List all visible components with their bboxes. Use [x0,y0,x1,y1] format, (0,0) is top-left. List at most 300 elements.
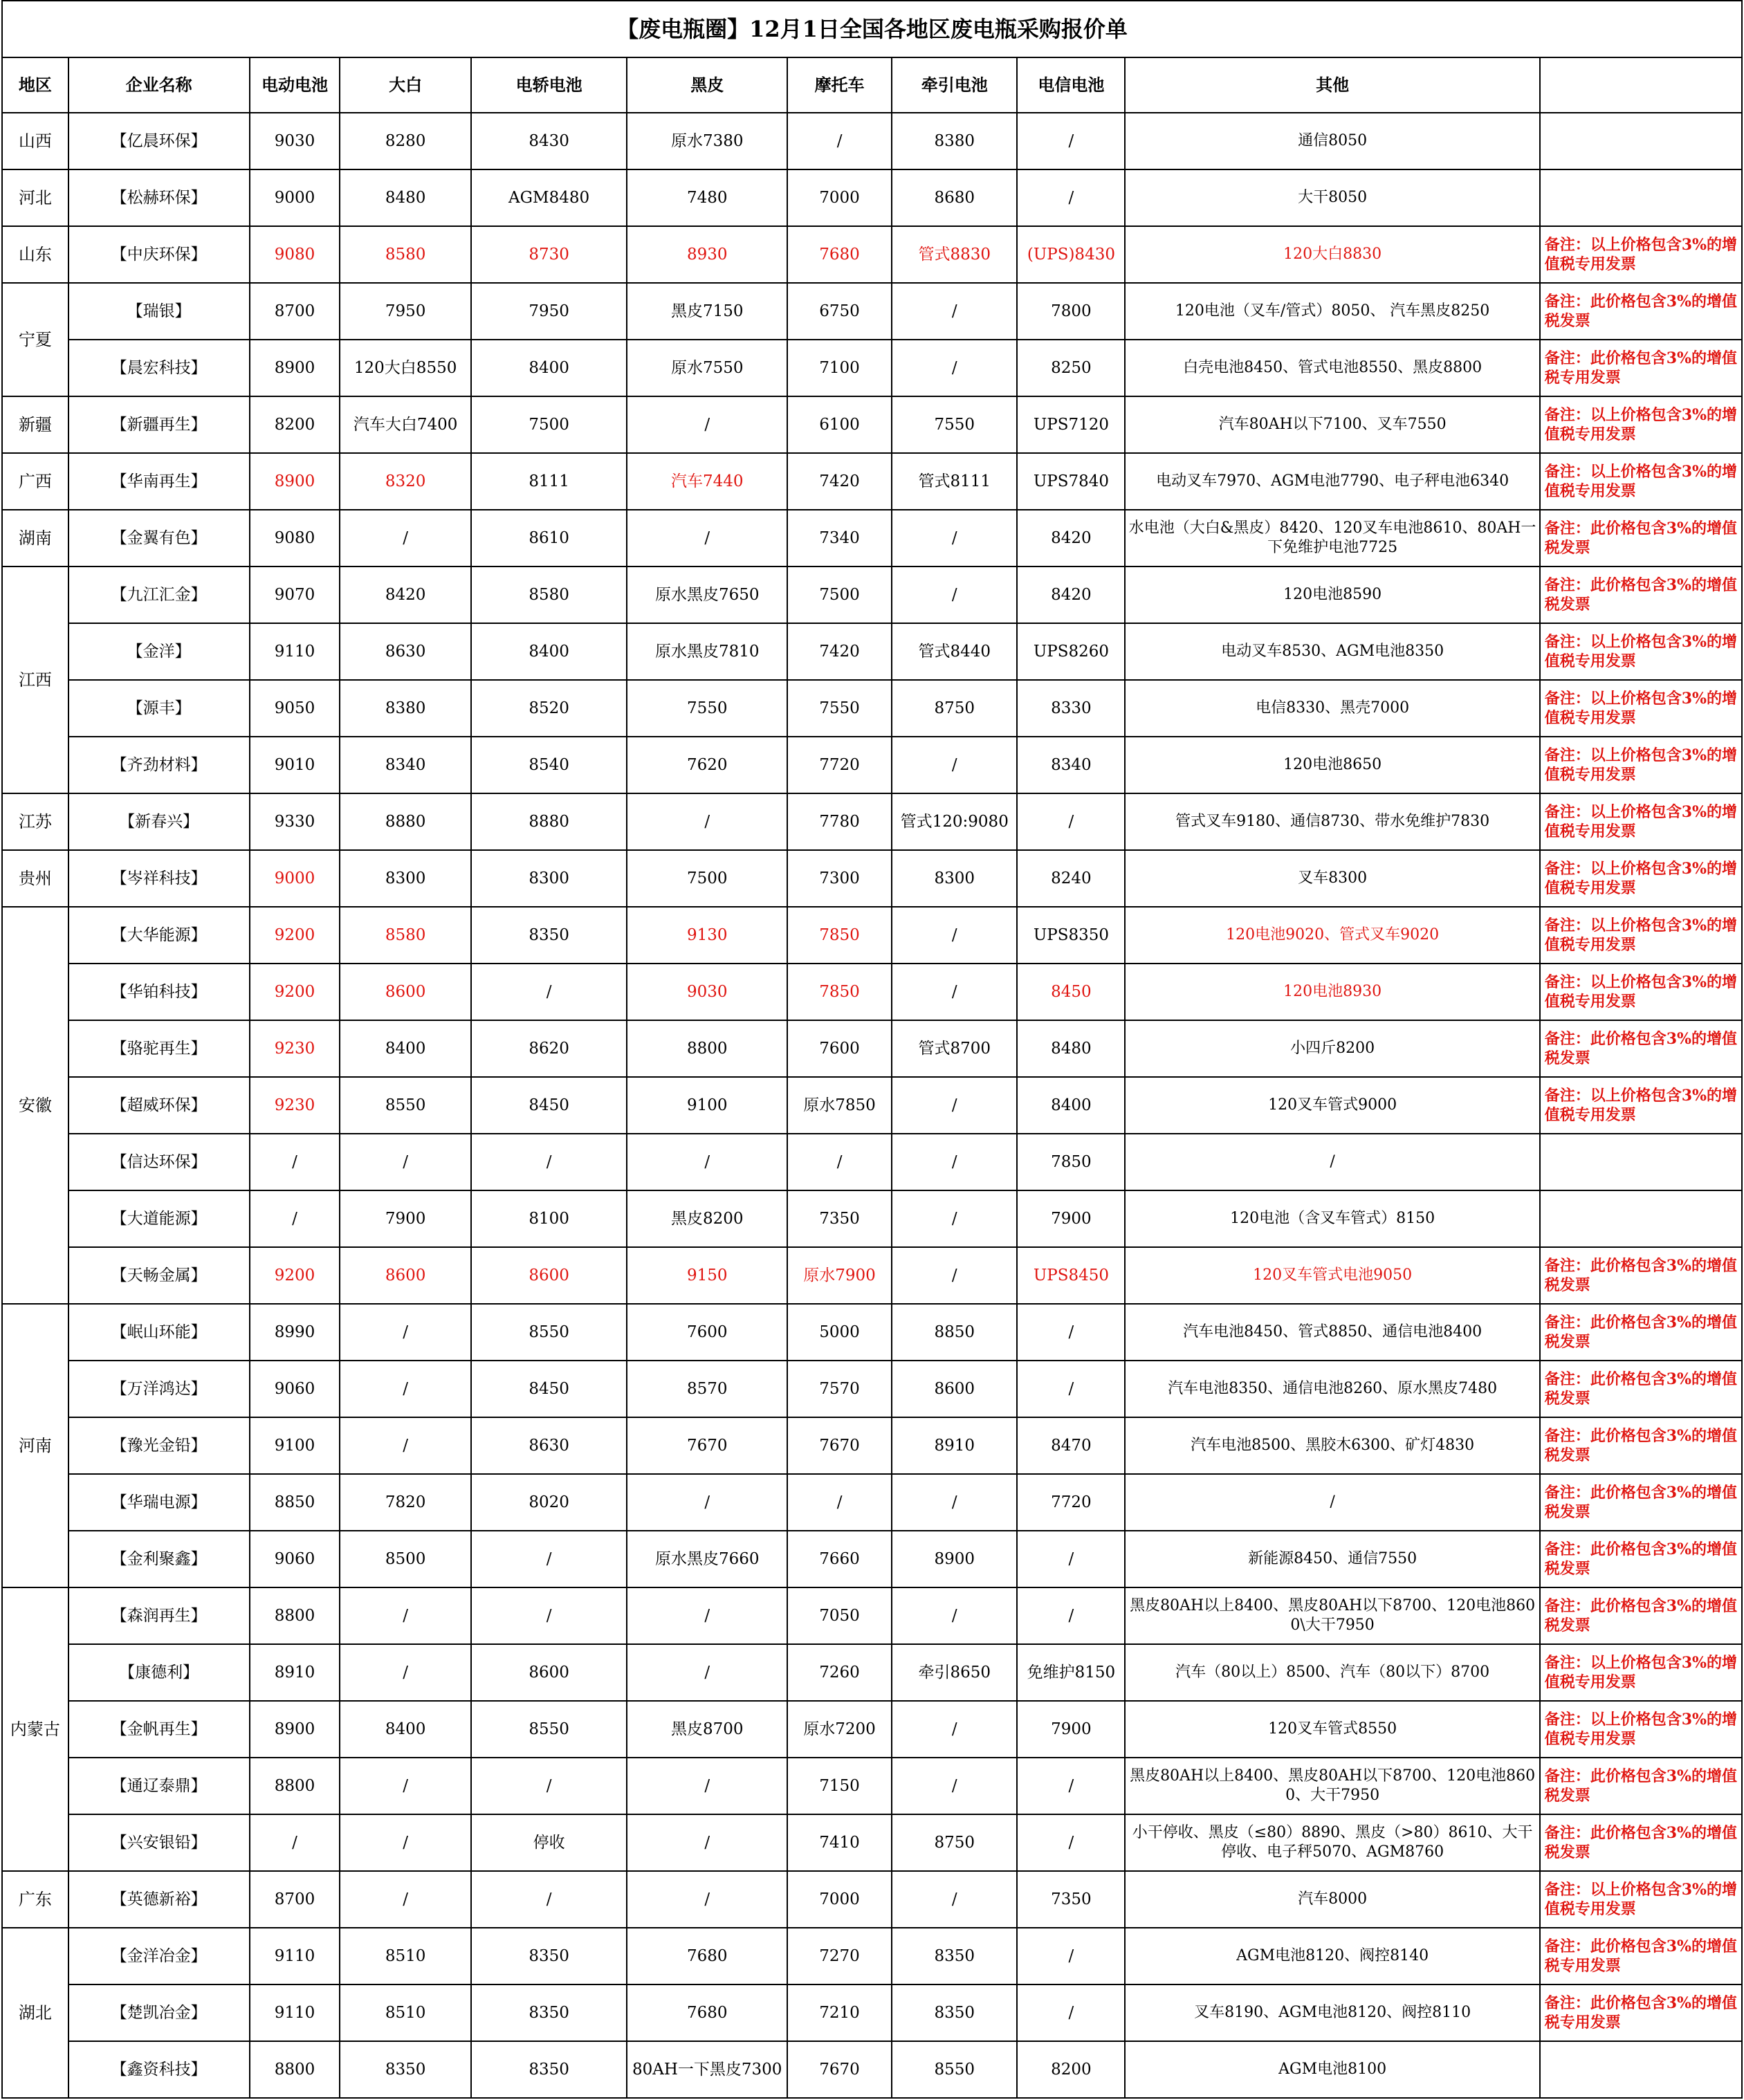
traction-battery-cell: 管式8111 [892,453,1017,510]
white-shell-cell: / [340,1871,470,1928]
car-battery-cell: 8450 [471,1361,627,1417]
e-bike-battery-cell: 9050 [250,680,340,737]
other-cell: 叉车8190、AGM电池8120、阀控8110 [1125,1984,1539,2041]
motorcycle-cell: 7500 [787,567,892,623]
header-note [1540,57,1742,113]
region-cell: 新疆 [2,396,68,453]
header-company: 企业名称 [68,57,250,113]
telecom-battery-cell: / [1017,793,1125,850]
note-cell: 备注：此价格包含3%的增值税发票 [1540,510,1742,567]
car-battery-cell: 8550 [471,1701,627,1758]
white-shell-cell: 7950 [340,283,470,340]
other-cell: / [1125,1474,1539,1531]
white-shell-cell: 8340 [340,737,470,793]
note-cell: 备注：以上价格包含3%的增值税专用发票 [1540,793,1742,850]
note-cell: 备注：此价格包含3%的增值税发票 [1540,1474,1742,1531]
traction-battery-cell: / [892,1077,1017,1134]
other-cell: AGM电池8120、阀控8140 [1125,1928,1539,1984]
telecom-battery-cell: 7900 [1017,1190,1125,1247]
black-shell-cell: / [627,1758,787,1814]
region-cell: 广西 [2,453,68,510]
black-shell-cell: 7550 [627,680,787,737]
telecom-battery-cell: 7800 [1017,283,1125,340]
region-cell: 湖南 [2,510,68,567]
black-shell-cell: 黑皮8700 [627,1701,787,1758]
table-row [2,510,1742,567]
company-cell: 【齐劲材料】 [68,737,250,793]
car-battery-cell: 8430 [471,113,627,169]
e-bike-battery-cell: 9330 [250,793,340,850]
note-cell: 备注：此价格包含3%的增值税发票 [1540,1417,1742,1474]
company-cell: 【中庆环保】 [68,226,250,283]
telecom-battery-cell: 7350 [1017,1871,1125,1928]
company-cell: 【华铂科技】 [68,964,250,1020]
region-cell: 宁夏 [2,283,68,396]
note-cell [1540,113,1742,169]
motorcycle-cell: / [787,113,892,169]
motorcycle-cell: 6100 [787,396,892,453]
company-cell: 【亿晨环保】 [68,113,250,169]
table-row [2,907,1742,964]
motorcycle-cell: 7340 [787,510,892,567]
motorcycle-cell: / [787,1134,892,1190]
car-battery-cell: / [471,1758,627,1814]
car-battery-cell: / [471,1531,627,1587]
table-row [2,1474,1742,1531]
car-battery-cell: 8020 [471,1474,627,1531]
black-shell-cell: 汽车7440 [627,453,787,510]
company-cell: 【新疆再生】 [68,396,250,453]
black-shell-cell: / [627,1644,787,1701]
header-motorcycle: 摩托车 [787,57,892,113]
white-shell-cell: / [340,1587,470,1644]
note-cell: 备注：此价格包含3%的增值税专用发票 [1540,1984,1742,2041]
company-cell: 【骆驼再生】 [68,1020,250,1077]
white-shell-cell: / [340,1814,470,1871]
note-cell: 备注：以上价格包含3%的增值税专用发票 [1540,680,1742,737]
telecom-battery-cell: / [1017,1531,1125,1587]
company-cell: 【兴安银铅】 [68,1814,250,1871]
region-cell: 江苏 [2,793,68,850]
company-cell: 【晨宏科技】 [68,340,250,396]
black-shell-cell: 原水7380 [627,113,787,169]
black-shell-cell: 9030 [627,964,787,1020]
car-battery-cell: 8400 [471,340,627,396]
header-e-bike-battery: 电动电池 [250,57,340,113]
region-cell: 山东 [2,226,68,283]
white-shell-cell: / [340,1417,470,1474]
other-cell: 通信8050 [1125,113,1539,169]
company-cell: 【豫光金铅】 [68,1417,250,1474]
car-battery-cell: 8600 [471,1644,627,1701]
telecom-battery-cell: 7720 [1017,1474,1125,1531]
table-row [2,1304,1742,1361]
car-battery-cell: 8400 [471,623,627,680]
other-cell: 120电池8650 [1125,737,1539,793]
other-cell: 小四斤8200 [1125,1020,1539,1077]
traction-battery-cell: 7550 [892,396,1017,453]
motorcycle-cell: 7600 [787,1020,892,1077]
traction-battery-cell: 管式8700 [892,1020,1017,1077]
motorcycle-cell: 7350 [787,1190,892,1247]
table-row [2,340,1742,396]
black-shell-cell: / [627,1474,787,1531]
table-row [2,453,1742,510]
black-shell-cell: / [627,510,787,567]
motorcycle-cell: 7420 [787,453,892,510]
table-row [2,396,1742,453]
note-cell: 备注：此价格包含3%的增值税发票 [1540,1587,1742,1644]
traction-battery-cell: / [892,1758,1017,1814]
company-cell: 【华瑞电源】 [68,1474,250,1531]
company-cell: 【超威环保】 [68,1077,250,1134]
other-cell: 新能源8450、通信7550 [1125,1531,1539,1587]
traction-battery-cell: / [892,1871,1017,1928]
e-bike-battery-cell: 8700 [250,1871,340,1928]
e-bike-battery-cell: 9200 [250,907,340,964]
car-battery-cell: 8350 [471,907,627,964]
note-cell: 备注：此价格包含3%的增值税发票 [1540,1758,1742,1814]
traction-battery-cell: 8300 [892,850,1017,907]
region-cell: 山西 [2,113,68,169]
note-cell: 备注：以上价格包含3%的增值税专用发票 [1540,964,1742,1020]
white-shell-cell: 8480 [340,169,470,226]
header-telecom-battery: 电信电池 [1017,57,1125,113]
telecom-battery-cell: / [1017,1361,1125,1417]
e-bike-battery-cell: 9030 [250,113,340,169]
other-cell: 小干停收、黑皮（≤80）8890、黑皮（>80）8610、大干停收、电子秤5070、AGM8760 [1125,1814,1539,1871]
traction-battery-cell: 管式8440 [892,623,1017,680]
e-bike-battery-cell: 8700 [250,283,340,340]
note-cell [1540,1134,1742,1190]
motorcycle-cell: 7570 [787,1361,892,1417]
other-cell: 电动叉车7970、AGM电池7790、电子秤电池6340 [1125,453,1539,510]
company-cell: 【信达环保】 [68,1134,250,1190]
black-shell-cell: 9130 [627,907,787,964]
traction-battery-cell: 8750 [892,680,1017,737]
white-shell-cell: 8400 [340,1020,470,1077]
traction-battery-cell: / [892,1247,1017,1304]
table-row [2,113,1742,169]
company-cell: 【天畅金属】 [68,1247,250,1304]
white-shell-cell: 7820 [340,1474,470,1531]
car-battery-cell: 8630 [471,1417,627,1474]
note-cell: 备注：此价格包含3%的增值税发票 [1540,1304,1742,1361]
car-battery-cell: 8540 [471,737,627,793]
white-shell-cell: 8510 [340,1928,470,1984]
note-cell: 备注：此价格包含3%的增值税发票 [1540,1361,1742,1417]
e-bike-battery-cell: 9110 [250,1928,340,1984]
note-cell: 备注：此价格包含3%的增值税发票 [1540,567,1742,623]
traction-battery-cell: 8350 [892,1984,1017,2041]
motorcycle-cell: 7660 [787,1531,892,1587]
motorcycle-cell: 7420 [787,623,892,680]
note-cell: 备注：以上价格包含3%的增值税专用发票 [1540,1871,1742,1928]
telecom-battery-cell: 8470 [1017,1417,1125,1474]
table-row [2,1361,1742,1417]
traction-battery-cell: / [892,510,1017,567]
region-cell: 河北 [2,169,68,226]
other-cell: 汽车（80以上）8500、汽车（80以下）8700 [1125,1644,1539,1701]
car-battery-cell: 8450 [471,1077,627,1134]
header-traction-battery: 牵引电池 [892,57,1017,113]
region-cell: 广东 [2,1871,68,1928]
traction-battery-cell: / [892,1190,1017,1247]
white-shell-cell: 8500 [340,1531,470,1587]
note-cell [1540,169,1742,226]
other-cell: 水电池（大白&黑皮）8420、120叉车电池8610、80AH一下免维护电池7725 [1125,510,1539,567]
traction-battery-cell: 8600 [892,1361,1017,1417]
traction-battery-cell: / [892,340,1017,396]
table-row [2,1814,1742,1871]
car-battery-cell: / [471,1587,627,1644]
note-cell: 备注：以上价格包含3%的增值税专用发票 [1540,907,1742,964]
company-cell: 【新春兴】 [68,793,250,850]
note-cell: 备注：以上价格包含3%的增值税专用发票 [1540,1644,1742,1701]
table-row [2,1701,1742,1758]
note-cell: 备注：以上价格包含3%的增值税专用发票 [1540,1701,1742,1758]
black-shell-cell: 7600 [627,1304,787,1361]
traction-battery-cell: / [892,964,1017,1020]
region-cell: 内蒙古 [2,1587,68,1871]
e-bike-battery-cell: 9000 [250,169,340,226]
car-battery-cell: 8520 [471,680,627,737]
car-battery-cell: 8350 [471,1984,627,2041]
black-shell-cell: 7680 [627,1928,787,1984]
note-cell: 备注：此价格包含3%的增值税发票 [1540,1531,1742,1587]
company-cell: 【金帆再生】 [68,1701,250,1758]
e-bike-battery-cell: 9060 [250,1531,340,1587]
car-battery-cell: 8730 [471,226,627,283]
traction-battery-cell: 牵引8650 [892,1644,1017,1701]
region-cell: 安徽 [2,907,68,1304]
company-cell: 【瑞银】 [68,283,250,340]
black-shell-cell: 黑皮8200 [627,1190,787,1247]
telecom-battery-cell: / [1017,169,1125,226]
telecom-battery-cell: UPS8260 [1017,623,1125,680]
white-shell-cell: 8280 [340,113,470,169]
car-battery-cell: 7950 [471,283,627,340]
car-battery-cell: 8350 [471,1928,627,1984]
motorcycle-cell: 7720 [787,737,892,793]
traction-battery-cell: 8680 [892,169,1017,226]
region-cell: 贵州 [2,850,68,907]
table-row [2,793,1742,850]
motorcycle-cell: 7150 [787,1758,892,1814]
traction-battery-cell: / [892,1134,1017,1190]
telecom-battery-cell: 8420 [1017,567,1125,623]
table-row [2,1587,1742,1644]
other-cell: 120电池（含叉车管式）8150 [1125,1190,1539,1247]
table-row [2,850,1742,907]
white-shell-cell: 8320 [340,453,470,510]
black-shell-cell: 黑皮7150 [627,283,787,340]
note-cell: 备注：此价格包含3%的增值税发票 [1540,1814,1742,1871]
other-cell: 120电池8930 [1125,964,1539,1020]
note-cell: 备注：以上价格包含3%的增值税专用发票 [1540,850,1742,907]
motorcycle-cell: 7550 [787,680,892,737]
motorcycle-cell: 7000 [787,1871,892,1928]
black-shell-cell: / [627,396,787,453]
motorcycle-cell: 7260 [787,1644,892,1701]
white-shell-cell: 8630 [340,623,470,680]
car-battery-cell: 停收 [471,1814,627,1871]
white-shell-cell: 8420 [340,567,470,623]
motorcycle-cell: 7850 [787,907,892,964]
white-shell-cell: 8600 [340,964,470,1020]
car-battery-cell: / [471,964,627,1020]
company-cell: 【金洋】 [68,623,250,680]
e-bike-battery-cell: 9200 [250,964,340,1020]
other-cell: 电信8330、黑壳7000 [1125,680,1539,737]
black-shell-cell: / [627,1134,787,1190]
black-shell-cell: / [627,1587,787,1644]
car-battery-cell: / [471,1871,627,1928]
company-cell: 【岷山环能】 [68,1304,250,1361]
white-shell-cell: 8550 [340,1077,470,1134]
note-cell: 备注：此价格包含3%的增值税发票 [1540,1247,1742,1304]
company-cell: 【金利聚鑫】 [68,1531,250,1587]
e-bike-battery-cell: 8800 [250,2041,340,2098]
note-cell: 备注：此价格包含3%的增值税发票 [1540,1020,1742,1077]
table-row [2,1758,1742,1814]
telecom-battery-cell: 免维护8150 [1017,1644,1125,1701]
table-row [2,1644,1742,1701]
table-row [2,283,1742,340]
black-shell-cell: 9100 [627,1077,787,1134]
traction-battery-cell: / [892,907,1017,964]
other-cell: 汽车80AH以下7100、叉车7550 [1125,396,1539,453]
white-shell-cell: 120大白8550 [340,340,470,396]
company-cell: 【松赫环保】 [68,169,250,226]
e-bike-battery-cell: / [250,1190,340,1247]
traction-battery-cell: / [892,567,1017,623]
other-cell: 黑皮80AH以上8400、黑皮80AH以下8700、120电池8600\大干7950 [1125,1587,1539,1644]
black-shell-cell: 9150 [627,1247,787,1304]
price-table [1,0,1743,2099]
motorcycle-cell: 7410 [787,1814,892,1871]
e-bike-battery-cell: 8850 [250,1474,340,1531]
table-row [2,169,1742,226]
car-battery-cell: 7500 [471,396,627,453]
motorcycle-cell: 7210 [787,1984,892,2041]
white-shell-cell: 8580 [340,226,470,283]
company-cell: 【万洋鸿达】 [68,1361,250,1417]
table-row [2,964,1742,1020]
telecom-battery-cell: 8450 [1017,964,1125,1020]
e-bike-battery-cell: 8900 [250,453,340,510]
other-cell: 黑皮80AH以上8400、黑皮80AH以下8700、120电池8600、大干7950 [1125,1758,1539,1814]
other-cell: 120大白8830 [1125,226,1539,283]
note-cell: 备注：此价格包含3%的增值税发票 [1540,283,1742,340]
traction-battery-cell: / [892,1701,1017,1758]
telecom-battery-cell: / [1017,1814,1125,1871]
white-shell-cell: 8580 [340,907,470,964]
telecom-battery-cell: 8420 [1017,510,1125,567]
black-shell-cell: 80AH一下黑皮7300 [627,2041,787,2098]
other-cell: 120电池9020、管式叉车9020 [1125,907,1539,964]
traction-battery-cell: 管式8830 [892,226,1017,283]
e-bike-battery-cell: 9010 [250,737,340,793]
e-bike-battery-cell: 9110 [250,1984,340,2041]
e-bike-battery-cell: 9230 [250,1077,340,1134]
traction-battery-cell: 8850 [892,1304,1017,1361]
white-shell-cell: / [340,1361,470,1417]
e-bike-battery-cell: 8800 [250,1587,340,1644]
traction-battery-cell: / [892,737,1017,793]
motorcycle-cell: 7300 [787,850,892,907]
other-cell: 白壳电池8450、管式电池8550、黑皮8800 [1125,340,1539,396]
table-row [2,226,1742,283]
other-cell: 120叉车管式8550 [1125,1701,1539,1758]
white-shell-cell: / [340,1758,470,1814]
table-row [2,1871,1742,1928]
e-bike-battery-cell: 8910 [250,1644,340,1701]
telecom-battery-cell: UPS8450 [1017,1247,1125,1304]
black-shell-cell: 8930 [627,226,787,283]
telecom-battery-cell: (UPS)8430 [1017,226,1125,283]
motorcycle-cell: 原水7200 [787,1701,892,1758]
motorcycle-cell: 6750 [787,283,892,340]
table-row [2,737,1742,793]
region-cell: 湖北 [2,1928,68,2098]
white-shell-cell: 8350 [340,2041,470,2098]
car-battery-cell: / [471,1134,627,1190]
note-cell [1540,2041,1742,2098]
telecom-battery-cell: 8200 [1017,2041,1125,2098]
black-shell-cell: 7680 [627,1984,787,2041]
black-shell-cell: 原水黑皮7650 [627,567,787,623]
other-cell: 汽车电池8450、管式8850、通信电池8400 [1125,1304,1539,1361]
other-cell: 120叉车管式电池9050 [1125,1247,1539,1304]
company-cell: 【九江汇金】 [68,567,250,623]
e-bike-battery-cell: / [250,1814,340,1871]
black-shell-cell: / [627,1871,787,1928]
telecom-battery-cell: 8330 [1017,680,1125,737]
table-row [2,1417,1742,1474]
traction-battery-cell: 8910 [892,1417,1017,1474]
e-bike-battery-cell: / [250,1134,340,1190]
company-cell: 【源丰】 [68,680,250,737]
other-cell: 管式叉车9180、通信8730、带水免维护7830 [1125,793,1539,850]
table-row [2,623,1742,680]
note-cell: 备注：此价格包含3%的增值税专用发票 [1540,340,1742,396]
table-row [2,1531,1742,1587]
page-title: 【废电瓶圈】12月1日全国各地区废电瓶采购报价单 [2,1,1742,57]
telecom-battery-cell: 8250 [1017,340,1125,396]
car-battery-cell: 8620 [471,1020,627,1077]
white-shell-cell: 8300 [340,850,470,907]
other-cell: 120电池（叉车/管式）8050、 汽车黑皮8250 [1125,283,1539,340]
other-cell: 大干8050 [1125,169,1539,226]
title-row [2,1,1742,57]
white-shell-cell: 8400 [340,1701,470,1758]
traction-battery-cell: 8550 [892,2041,1017,2098]
e-bike-battery-cell: 9230 [250,1020,340,1077]
note-cell: 备注：以上价格包含3%的增值税专用发票 [1540,226,1742,283]
telecom-battery-cell: UPS8350 [1017,907,1125,964]
traction-battery-cell: / [892,283,1017,340]
company-cell: 【楚凯冶金】 [68,1984,250,2041]
table-row [2,1134,1742,1190]
car-battery-cell: AGM8480 [471,169,627,226]
e-bike-battery-cell: 8200 [250,396,340,453]
header-black-shell: 黑皮 [627,57,787,113]
table-row [2,1984,1742,2041]
black-shell-cell: / [627,1814,787,1871]
white-shell-cell: 汽车大白7400 [340,396,470,453]
other-cell: 电动叉车8530、AGM电池8350 [1125,623,1539,680]
